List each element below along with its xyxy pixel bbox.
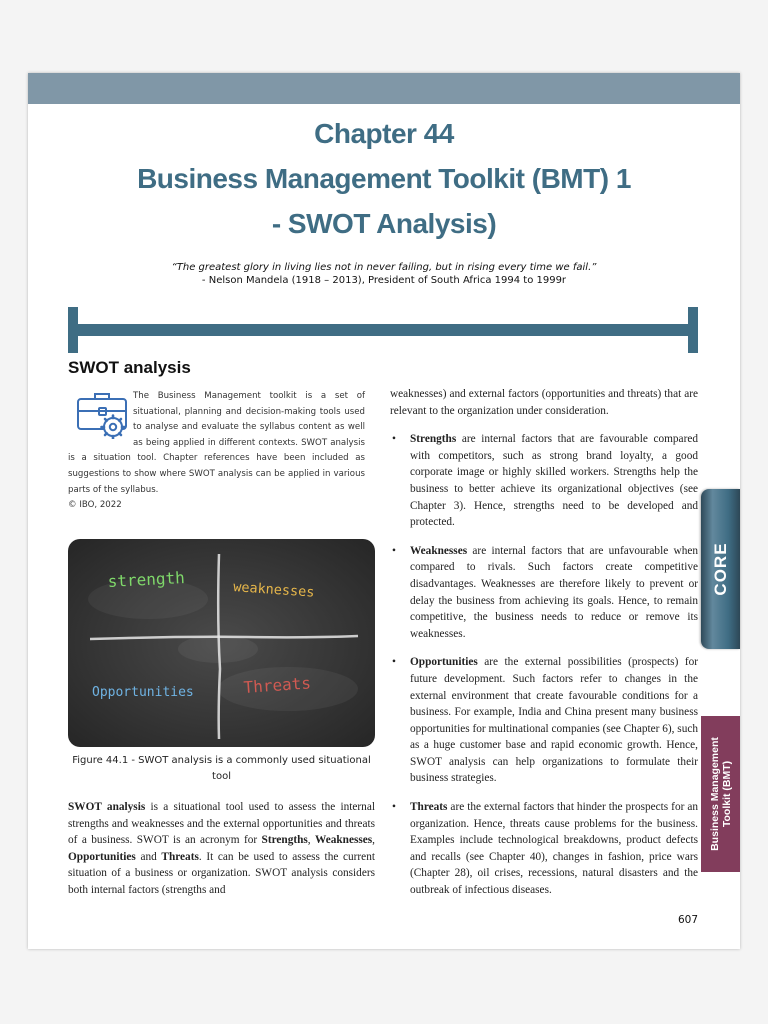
bullet-marker: • [392,656,396,669]
core-tab-label: CORE [710,542,730,596]
figure-caption: Figure 44.1 - SWOT analysis is a commonly used situational tool [72,755,371,782]
core-section-tab [701,489,740,649]
chapter-title-line-3: - SWOT Analysis) [271,208,497,239]
epigraph [28,261,740,287]
swot-definition-paragraph: SWOT analysis is a situational tool used to assess the internal strengths and weaknesses and the external opportunities and threats of a business. SWOT is an acronym for Strengths, Weaknesses, Opportunities and Threats. It can be used to assess the current situation of a business or organization. SWOT analysis considers both internal factors (strengths and [68,801,375,896]
divider-right-cap [688,307,698,353]
quote-attribution: - Nelson Mandela (1918 – 2013), President of South Africa 1994 to 1999r [201,275,567,286]
chapter-title-line-2: Business Management Toolkit (BMT) 1 [137,163,631,194]
toolkit-intro [68,389,365,514]
list-item-opportunities: • Opportunities are the external possibilities (prospects) for future development. Such factors refer to changes in the external environment that create favourable conditions for a business. For example, India and China present many business opportunities for multinational companies (see Chapter 6), such as a huge customer base and rapid economic growth. Hence, SWOT analysis can help organizations to formulate their business strategies. [392,656,698,785]
section-divider [68,307,698,353]
intro-text: The Business Management toolkit is a set of situational, planning and decision-making tools used to analyse and evaluate the syllabus content as well as being applied in different contexts. SWOT analysis is a situation tool. Chapter references have been included as suggestions to show where SWOT analysis can be applied in various parts of the syllabus. [68,391,365,495]
acronym-strengths: Strengths [261,834,308,847]
copyright-note: © IBO, 2022 [68,500,122,511]
swot-factor-list [390,431,698,898]
bullet-marker: • [392,544,396,557]
bullet-marker: • [392,801,396,814]
swot-chalkboard-image [68,539,375,747]
header-band [28,73,740,104]
document-page [28,73,740,949]
right-column [390,386,698,911]
acronym-weaknesses: Weaknesses [315,834,373,847]
bmt-section-tab [701,716,740,872]
intro-icon-space [68,389,133,451]
acronym-opportunities: Opportunities [68,850,136,863]
section-heading: SWOT analysis [68,358,191,377]
paragraph-continuation: weaknesses) and external factors (opportunities and threats) that are relevant to the organization under consideration. [390,388,698,417]
chalk-label-weaknesses: weaknesses [232,579,315,601]
divider-bar [68,324,698,336]
list-item-weaknesses: • Weaknesses are internal factors that are unfavourable when compared to rivals. Such factors create competitive disadvantages. Weaknesses are therefore likely to prevent or delay the business from achieving its goals. Hence, to remain competitive, the business needs to reduce or remove its weaknesses. [392,544,698,640]
chalk-label-threats: Threats [242,673,312,697]
acronym-threats: Threats [161,850,199,863]
chapter-title [28,111,740,246]
chapter-number: Chapter 44 [314,118,454,149]
quote-text: “The greatest glory in living lies not in never failing, but in rising every time we fail.” [171,262,597,273]
list-item-threats: • Threats are the external factors that hinder the prospects for an organization. Hence, threats cause problems for the business. Examples include technological breakdowns, product defects and recalls (see Chapter 40), changes in fashion, price wars (Chapter 28), oil crises, recessions, natural disasters and the outbreak of infectious diseases. [392,801,698,897]
chalk-label-strength: strength [107,567,186,591]
list-item-strengths: • Strengths are internal factors that are favourable compared with competitors, such as strong brand loyalty, a good corporate image or highly skilled workers. Strengths help the business to better achieve its organizational objectives (see Chapter 3). Hence, strengths need to be developed and protected. [392,433,698,529]
page-number: 607 [677,914,698,926]
bmt-tab-label: Business Management Toolkit (BMT) [708,737,733,851]
bullet-marker: • [392,433,396,446]
chalk-label-opportunities: Opportunities [92,685,194,700]
term-swot-analysis: SWOT analysis [68,801,146,813]
